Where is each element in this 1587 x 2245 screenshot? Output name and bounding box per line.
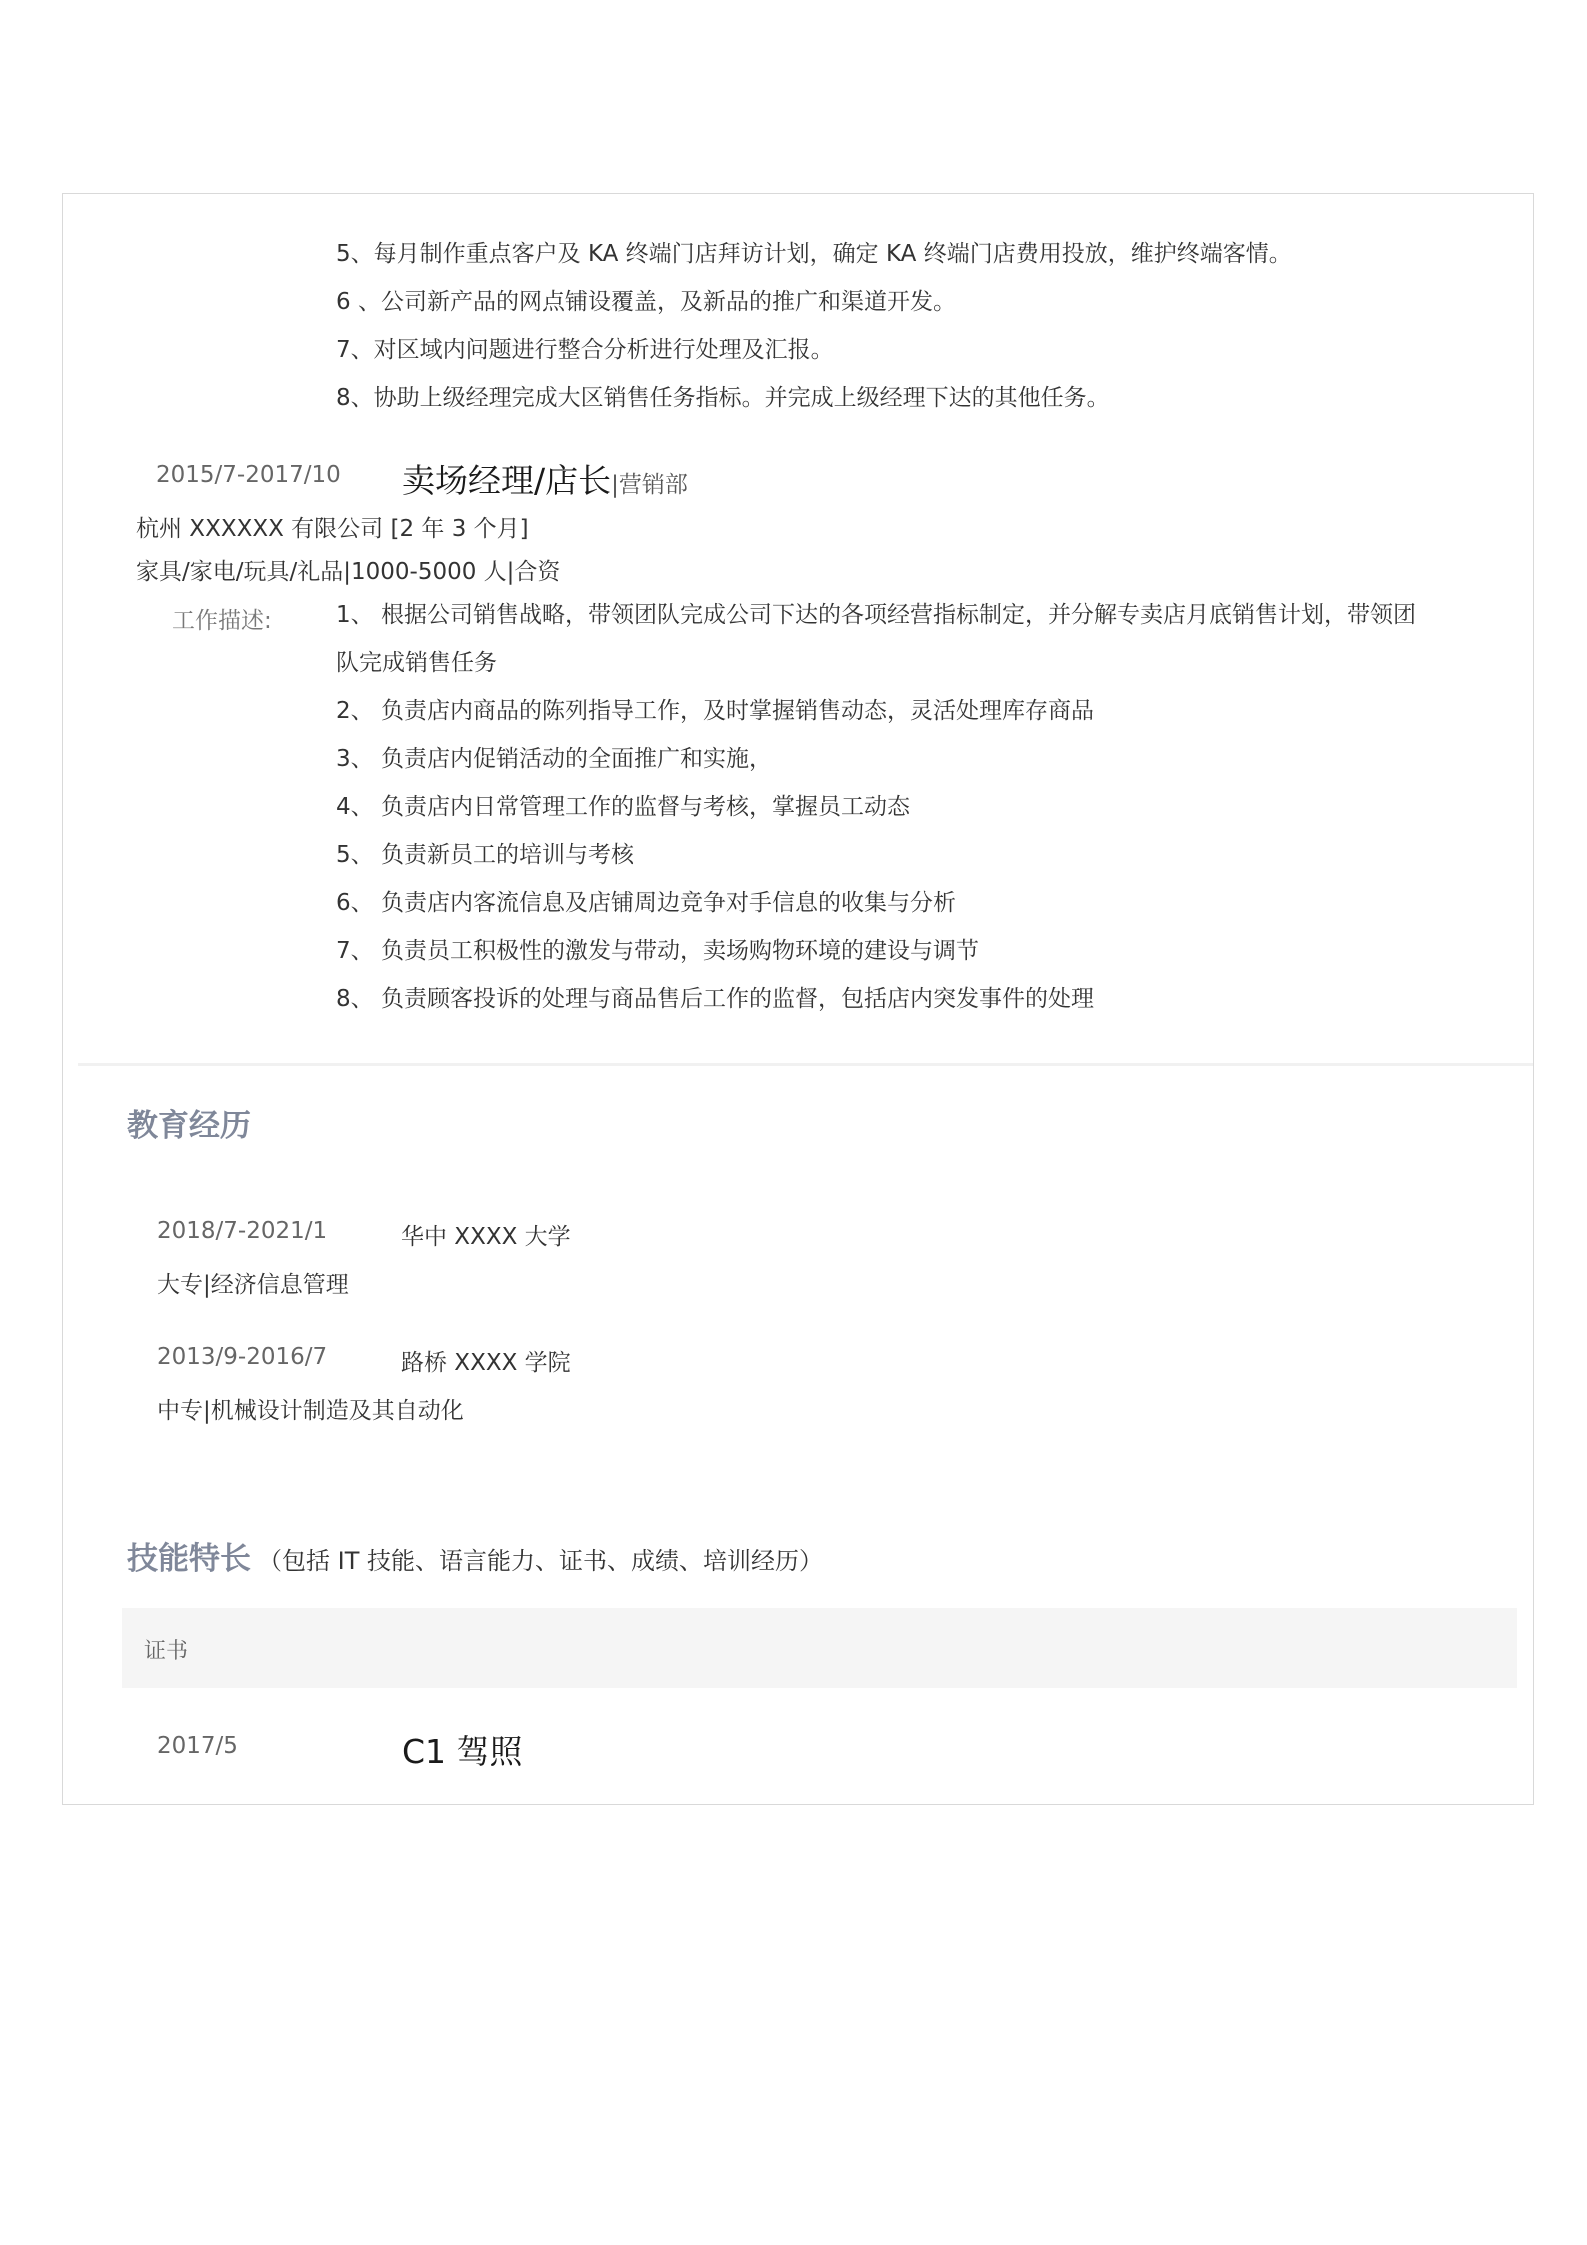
job-duty-8: 8、 负责顾客投诉的处理与商品售后工作的监督，包括店内突发事件的处理 <box>336 986 1094 1012</box>
section-divider <box>78 1063 1533 1066</box>
education-school: 华中 XXXX 大学 <box>401 1224 571 1250</box>
job-heading <box>402 455 688 502</box>
education-school: 路桥 XXXX 学院 <box>401 1350 571 1376</box>
certificate-category-bar <box>122 1608 1517 1688</box>
education-major: 中专|机械设计制造及其自动化 <box>157 1398 464 1424</box>
work-description-label: 工作描述: <box>172 608 272 634</box>
previous-duty-7: 7、对区域内问题进行整合分析进行处理及汇报。 <box>336 337 834 363</box>
previous-duty-5: 5、每月制作重点客户及 KA 终端门店拜访计划，确定 KA 终端门店费用投放，维护终端客情。 <box>336 241 1292 267</box>
skills-section-title: 技能特长 <box>127 1541 251 1577</box>
skills-section-note: （包括 IT 技能、语言能力、证书、成绩、培训经历） <box>258 1547 823 1575</box>
education-date: 2013/9-2016/7 <box>157 1344 328 1370</box>
job-duty-3: 3、 负责店内促销活动的全面推广和实施， <box>336 746 772 772</box>
previous-duty-8: 8、协助上级经理完成大区销售任务指标。并完成上级经理下达的其他任务。 <box>336 385 1110 411</box>
job-title: 卖场经理/店长 <box>402 461 612 500</box>
job-duty-4: 4、 负责店内日常管理工作的监督与考核，掌握员工动态 <box>336 794 910 820</box>
certificate-date: 2017/5 <box>157 1733 238 1759</box>
job-duty-2: 2、 负责店内商品的陈列指导工作，及时掌握销售动态，灵活处理库存商品 <box>336 698 1094 724</box>
job-duty-7: 7、 负责员工积极性的激发与带动，卖场购物环境的建设与调节 <box>336 938 979 964</box>
education-major: 大专|经济信息管理 <box>157 1272 349 1298</box>
company-industry: 家具/家电/玩具/礼品|1000-5000 人|合资 <box>136 559 561 585</box>
job-duty-6: 6、 负责店内客流信息及店铺周边竞争对手信息的收集与分析 <box>336 890 956 916</box>
certificate-category-label: 证书 <box>144 1639 189 1664</box>
education-date: 2018/7-2021/1 <box>157 1218 328 1244</box>
company-name: 杭州 XXXXXX 有限公司 [2 年 3 个月] <box>136 516 529 542</box>
education-section-title: 教育经历 <box>127 1108 251 1144</box>
job-department: |营销部 <box>611 472 688 498</box>
job-date: 2015/7-2017/10 <box>156 462 341 488</box>
job-duty-1: 1、 根据公司销售战略，带领团队完成公司下达的各项经营指标制定，并分解专卖店月底销售计划，带领团 <box>336 602 1416 628</box>
job-duty-1-cont: 队完成销售任务 <box>336 650 497 676</box>
certificate-name: C1 驾照 <box>402 1732 523 1771</box>
job-duty-5: 5、 负责新员工的培训与考核 <box>336 842 634 868</box>
previous-duty-6: 6 、公司新产品的网点铺设覆盖，及新品的推广和渠道开发。 <box>336 289 956 315</box>
